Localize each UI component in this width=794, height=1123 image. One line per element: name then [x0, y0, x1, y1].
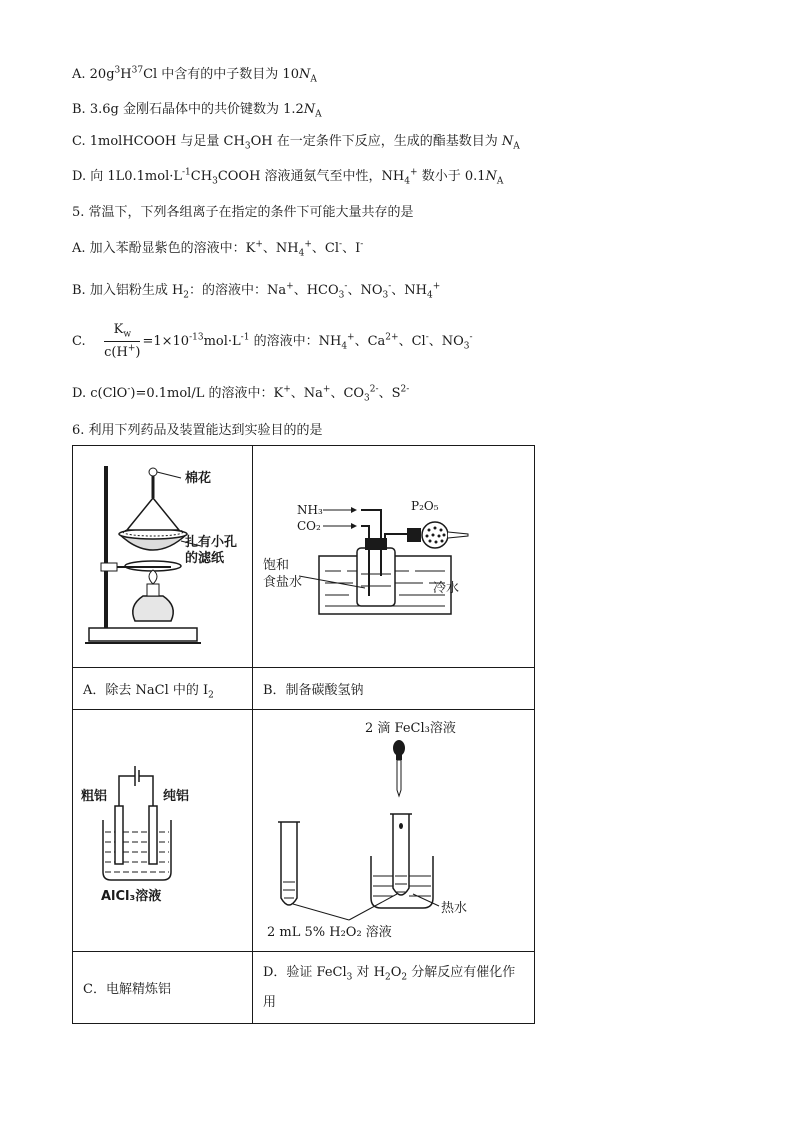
label-cold-water: 冷水 — [433, 581, 460, 596]
option-4a: A. $20g^3H^{37}Cl$ 中含有的中子数目为 $10N_A$ — [72, 65, 317, 85]
caption-a: A．除去 NaCl 中的 $I_2$ — [73, 668, 253, 710]
label-brine-2: 食盐水 — [263, 575, 303, 590]
figure-b-bicarbonate-apparatus — [253, 446, 534, 663]
caption-d: D．验证 FeCl$_3$ 对 $H_2O_2$ 分解反应有催化作 用 — [253, 952, 535, 1024]
figure-a-cell — [73, 446, 253, 668]
option-4b: B. 3.6g 金刚石晶体中的共价键数为 $1.2N_A$ — [72, 102, 322, 120]
question-5-stem: 5. 常温下，下列各组离子在指定的条件下可能大量共存的是 — [72, 205, 414, 220]
label-co2: CO₂ — [297, 519, 321, 533]
label-p2o5: P₂O₅ — [411, 499, 439, 513]
question-6-stem: 6. 利用下列药品及装置能达到实验目的的是 — [72, 423, 323, 438]
label-filter-paper-2: 的滤纸 — [185, 551, 225, 566]
figure-d-cell — [253, 710, 535, 952]
figure-d-catalysis-apparatus — [253, 710, 534, 947]
label-cotton: 棉花 — [185, 471, 212, 486]
label-nh3: NH₃ — [297, 503, 323, 517]
label-filter-paper-1: 扎有小孔 — [185, 535, 238, 550]
option-4c: C. 1molHCOOH 与足量 $CH_3OH$ 在一定条件下反应，生成的酯基数目为 $N_A$ — [72, 134, 520, 152]
option-5a: A. 加入苯酚显紫色的溶液中：K+、$NH_4^+$、Cl-、I- — [72, 239, 364, 259]
apparatus-table — [72, 445, 535, 1024]
figure-a-sublimation-apparatus — [73, 446, 252, 663]
figure-b-cell — [253, 446, 535, 668]
label-brine-1: 饱和 — [263, 558, 290, 573]
option-4d: D. 向 $1L0.1mol\cdot L^{-1}CH_3COOH$ 溶液通氨气至中性，$NH_4^+$ 数小于 $0.1N_A$ — [72, 167, 504, 187]
label-hot-water: 热水 — [441, 901, 468, 916]
option-5d: D. c(ClO-)=0.1mol/L 的溶液中：K+、Na+、$CO_3^{2-}$、$S^{2-}$ — [72, 384, 410, 404]
figure-c-electrolysis-apparatus — [73, 710, 252, 947]
option-5b: B. 加入铝粉生成 $H_2$：的溶液中：Na+、$HCO_3^-$、$NO_3^-$、$NH_4^+$ — [72, 281, 441, 301]
figure-c-cell — [73, 710, 253, 952]
caption-c: C．电解精炼铝 — [73, 952, 253, 1024]
label-crude-al: 粗铝 — [81, 789, 108, 804]
option-5c: C. $\frac{K_w}{c(H^+)}$ $=1\times 10^{-13}mol\cdot L^{-1}$ 的溶液中：$NH_4^+$、$Ca^{2+}$、Cl-、$NO_3^-$ — [72, 320, 473, 363]
caption-b: B．制备碳酸氢钠 — [253, 668, 535, 710]
kw-fraction: $\frac{K_w}{c(H^+)}$ — [104, 322, 141, 360]
label-pure-al: 纯铝 — [163, 789, 190, 804]
label-fecl3-drops: 2 滴 FeCl₃溶液 — [365, 721, 456, 736]
label-alcl3: AlCl₃溶液 — [101, 889, 162, 904]
label-h2o2: 2 mL 5% H₂O₂ 溶液 — [267, 925, 392, 940]
